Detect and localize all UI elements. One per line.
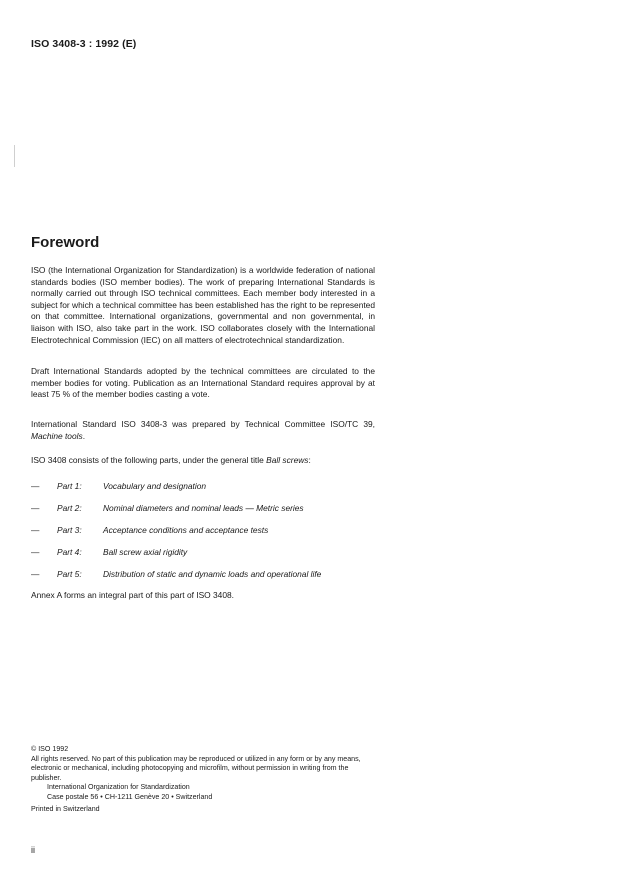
foreword-paragraph-3 [31,419,375,442]
part-label: Part 5: [57,569,82,580]
foreword-paragraph-1: ISO (the International Organization for Standardization) is a worldwide federation of national standards bodies (ISO member bodies). The work of preparing International Standards is normally carried out through ISO technical committees. Each member body interested in a subject for which a technical committee has been established has the right to be represented on that committee. International organizations, governmental and non governmental, in liaison with ISO, also take part in the work. ISO collaborates closely with the International Electrotechnical Commission (IEC) on all matters of electrotechnical standardization. [31,265,375,345]
part-label: Part 4: [57,547,82,558]
part-title: Acceptance conditions and acceptance tests [103,525,269,536]
list-dash: — [31,503,40,514]
para4-suffix: : [308,455,311,465]
list-item [31,520,375,542]
para4-prefix: ISO 3408 consists of the following parts, under the general title [31,455,264,465]
part-title: Vocabulary and designation [103,481,207,492]
foreword-paragraph-2: Draft International Standards adopted by the technical committees are circulated to the member bodies for voting. Publication as an International Standard requires approval by at least 75 % of the member bodies casting a vote. [31,366,375,400]
part-title: Distribution of static and dynamic loads and operational life [103,569,322,580]
part-title: Ball screw axial rigidity [103,547,188,558]
list-dash: — [31,525,40,536]
part-label: Part 3: [57,525,82,536]
publisher-name: International Organization for Standardization [47,783,190,792]
foreword-title: Foreword [31,234,100,251]
part-label: Part 2: [57,503,82,514]
para4-general-title: Ball screws [266,455,309,465]
list-dash: — [31,569,40,580]
printed-in: Printed in Switzerland [31,804,100,813]
para3-committee-name: Machine tools [31,430,83,441]
foreword-paragraph-5: Annex A forms an integral part of this part of ISO 3408. [31,590,234,600]
part-label: Part 1: [57,481,82,492]
list-item [31,564,375,586]
parts-list [31,476,375,586]
para3-suffix: . [82,430,86,441]
foreword-paragraph-4 [31,455,375,467]
list-item [31,542,375,564]
list-item [31,476,375,498]
document-id: ISO 3408-3 : 1992 (E) [31,38,137,50]
list-item [31,498,375,520]
copyright-block [31,745,375,814]
part-title: Nominal diameters and nominal leads — Metric series [103,503,304,514]
copyright-line: © ISO 1992 [31,745,69,753]
list-dash: — [31,547,40,558]
margin-mark [14,145,15,167]
publisher-address: Case postale 56 • CH-1211 Genève 20 • Switzerland [47,792,213,801]
para3-prefix: International Standard ISO 3408-3 was prepared by Technical Committee ISO/TC 39, [31,419,375,429]
page-number: ii [31,845,35,855]
rights-statement: All rights reserved. No part of this publication may be reproduced or utilized in any form or by any means, electronic or mechanical, including photocopying and microfilm, without permission in writing from the publisher. [31,754,361,782]
list-dash: — [31,481,40,492]
